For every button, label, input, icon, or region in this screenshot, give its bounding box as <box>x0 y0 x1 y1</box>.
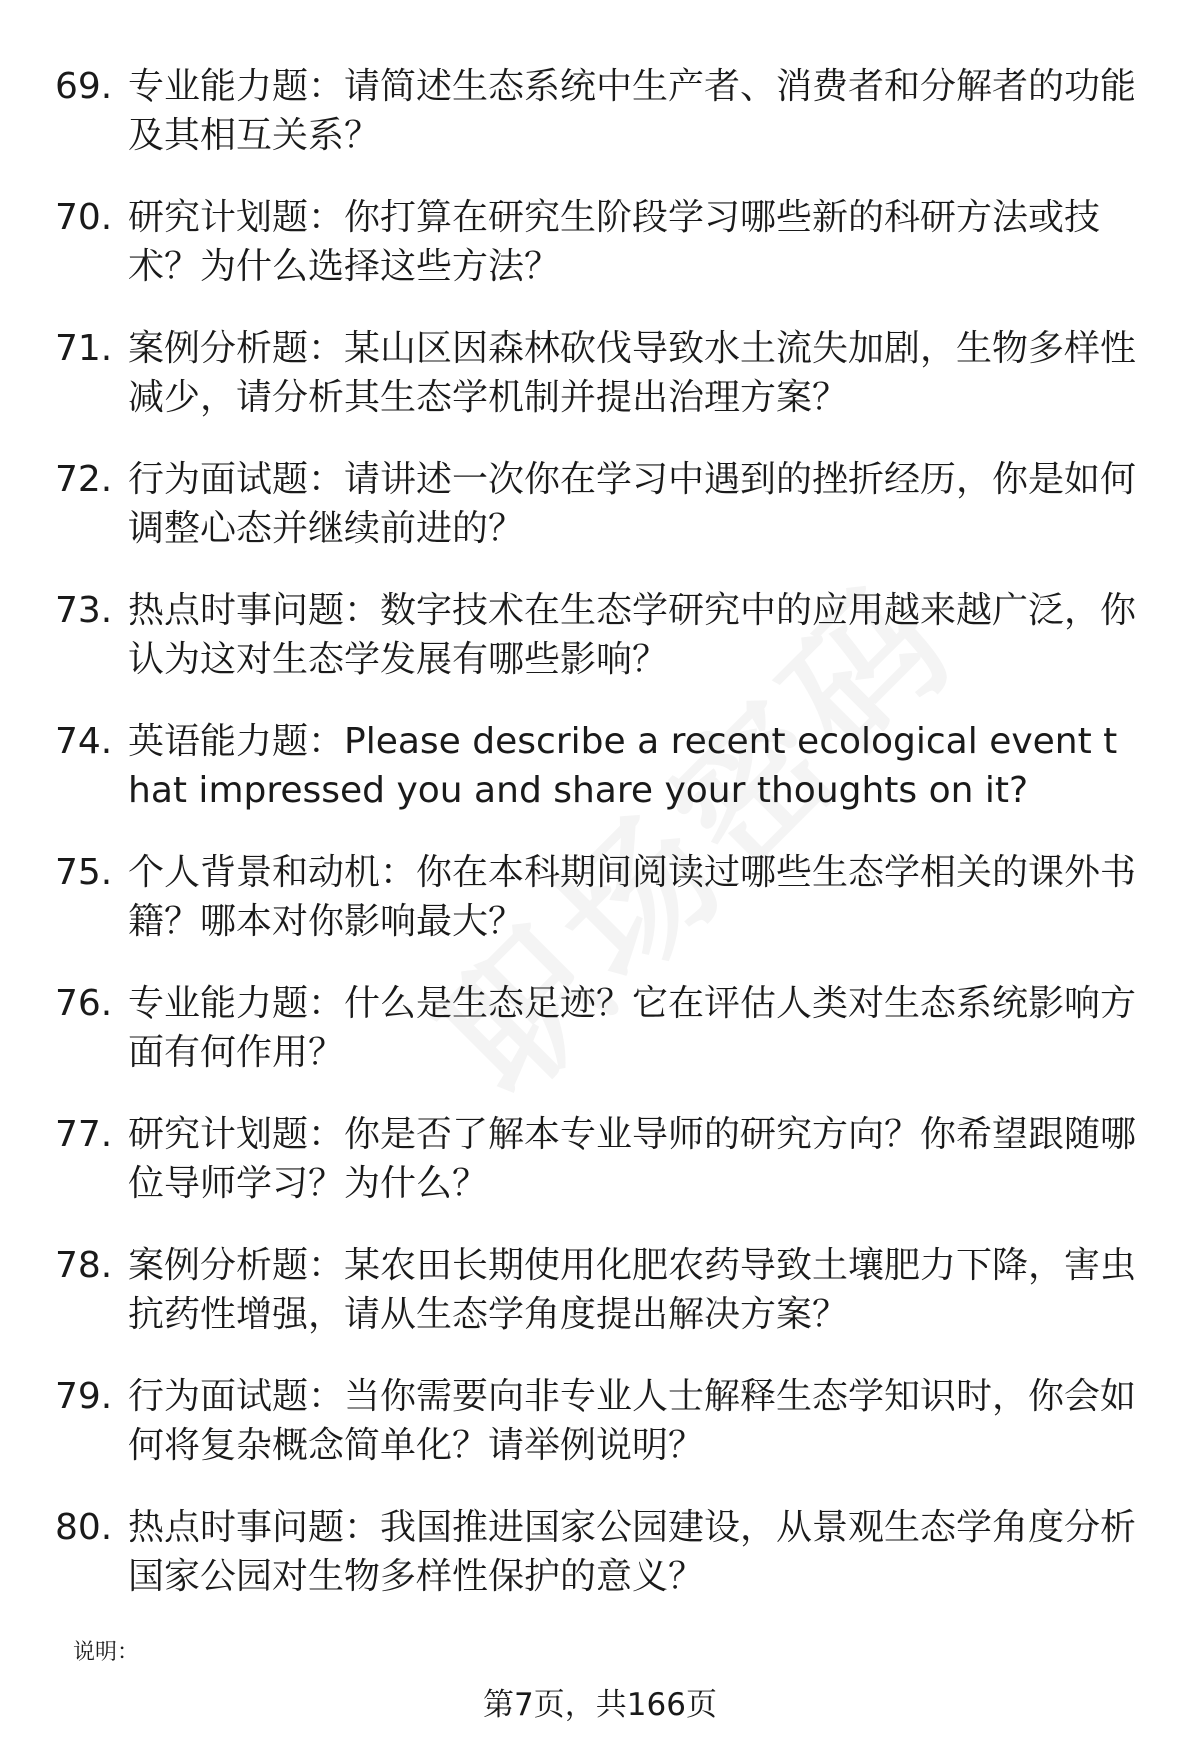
question-text: 行为面试题：请讲述一次你在学习中遇到的挫折经历，你是如何调整心态并继续前进的？ <box>128 459 1137 549</box>
question-number: 79. <box>55 1376 113 1417</box>
question-item <box>0 324 1200 455</box>
question-text: 热点时事问题：我国推进国家公园建设，从景观生态学角度分析国家公园对生物多样性保护的意义？ <box>128 1507 1137 1597</box>
question-item <box>0 193 1200 324</box>
question-number: 77. <box>55 1114 113 1155</box>
question-text: 行为面试题：当你需要向非专业人士解释生态学知识时，你会如何将复杂概念简单化？请举例说明？ <box>128 1376 1137 1466</box>
question-text: 案例分析题：某农田长期使用化肥农药导致土壤肥力下降，害虫抗药性增强，请从生态学角度提出解决方案？ <box>128 1245 1137 1335</box>
question-list <box>0 62 1200 1634</box>
question-item <box>0 1241 1200 1372</box>
question-number: 74. <box>55 721 113 762</box>
question-text: 热点时事问题：数字技术在生态学研究中的应用越来越广泛，你认为这对生态学发展有哪些影响？ <box>128 590 1137 680</box>
question-item <box>0 455 1200 586</box>
question-number: 72. <box>55 459 113 500</box>
question-text: 英语能力题：Please describe a recent ecological event that impressed you and share your thoughts on it? <box>128 721 1118 811</box>
page-footer: 第7页，共166页 <box>483 1687 717 1723</box>
question-item <box>0 717 1200 848</box>
question-text: 专业能力题：请简述生态系统中生产者、消费者和分解者的功能及其相互关系？ <box>128 66 1137 156</box>
question-item <box>0 62 1200 193</box>
question-number: 71. <box>55 328 113 369</box>
question-item <box>0 1372 1200 1503</box>
question-number: 69. <box>55 66 113 107</box>
question-text: 研究计划题：你是否了解本专业导师的研究方向？你希望跟随哪位导师学习？为什么？ <box>128 1114 1137 1204</box>
question-item <box>0 1503 1200 1634</box>
question-number: 70. <box>55 197 113 238</box>
question-text: 研究计划题：你打算在研究生阶段学习哪些新的科研方法或技术？为什么选择这些方法？ <box>128 197 1101 287</box>
question-item <box>0 979 1200 1110</box>
question-number: 78. <box>55 1245 113 1286</box>
question-text: 专业能力题：什么是生态足迹？它在评估人类对生态系统影响方面有何作用？ <box>128 983 1137 1073</box>
question-item <box>0 1110 1200 1241</box>
question-number: 75. <box>55 852 113 893</box>
question-item <box>0 586 1200 717</box>
question-text: 案例分析题：某山区因森林砍伐导致水土流失加剧，生物多样性减少，请分析其生态学机制并提出治理方案？ <box>128 328 1137 418</box>
question-number: 76. <box>55 983 113 1024</box>
note-label: 说明： <box>73 1640 140 1665</box>
question-text: 个人背景和动机：你在本科期间阅读过哪些生态学相关的课外书籍？哪本对你影响最大？ <box>128 852 1137 942</box>
question-item <box>0 848 1200 979</box>
question-number: 73. <box>55 590 113 631</box>
question-number: 80. <box>55 1507 113 1548</box>
